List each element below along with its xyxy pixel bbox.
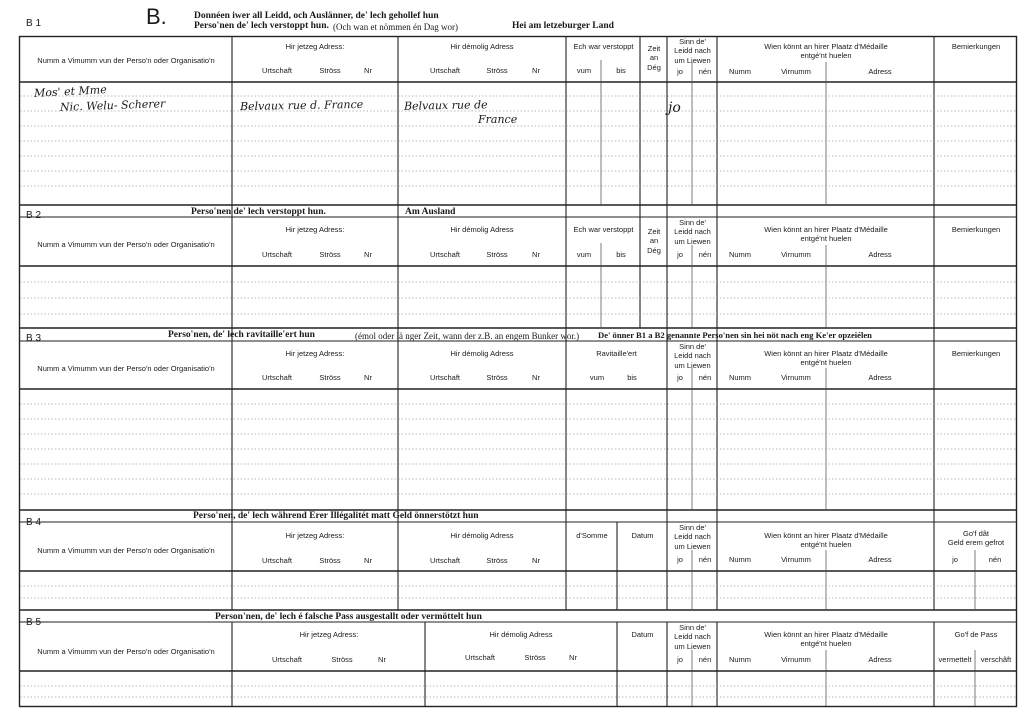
medal-firstname-header: Virnumm bbox=[781, 250, 811, 259]
name-col-header: Numm a Vimumm vun der Perso'n oder Organisatio'n bbox=[37, 546, 215, 555]
purpose-line3: um Liewen bbox=[674, 236, 711, 246]
purpose-line3: um Liewen bbox=[674, 541, 711, 551]
date-header: Datum bbox=[631, 531, 654, 540]
street-header: Ströss bbox=[331, 655, 353, 664]
purpose-line1: Sinn de' bbox=[679, 523, 706, 532]
town-header: Urtschaft bbox=[429, 250, 460, 259]
medal-line2: entgé'nt huelen bbox=[800, 51, 852, 61]
handwritten-current-address: Belvaux rue d. France bbox=[239, 97, 364, 114]
yes-header: jo bbox=[677, 250, 683, 259]
current-address-header: Hir jetzeg Adress: bbox=[285, 42, 345, 51]
to-header: bis bbox=[616, 66, 626, 75]
purpose-line2: Leidd nach bbox=[674, 632, 711, 642]
medal-header bbox=[719, 42, 933, 61]
street-header: Ströss bbox=[486, 250, 508, 259]
town-header: Urtschaft bbox=[261, 250, 292, 259]
remarks-header: Bemierkungen bbox=[951, 225, 1001, 234]
purpose-header bbox=[668, 218, 717, 246]
handwritten-former-address-line1: Belvaux rue de bbox=[403, 98, 488, 113]
town-header: Urtschaft bbox=[261, 66, 292, 75]
to-header: bis bbox=[616, 250, 626, 259]
hidden-header: Ech war verstoppt bbox=[573, 225, 634, 234]
purpose-line2: Leidd nach bbox=[674, 227, 711, 237]
purpose-header bbox=[668, 523, 717, 551]
purpose-line1: Sinn de' bbox=[679, 37, 706, 46]
handwritten-name-line2: Nic. Welu- Scherer bbox=[59, 97, 166, 114]
medal-firstname-header: Virnumm bbox=[781, 67, 811, 76]
amount-header: d'Somme bbox=[576, 531, 608, 540]
section-id: B 1 bbox=[26, 18, 42, 29]
purpose-line2: Leidd nach bbox=[674, 46, 711, 56]
purpose-header bbox=[668, 623, 717, 651]
town-header: Urtschaft bbox=[261, 556, 292, 565]
section-id: B 4 bbox=[26, 517, 42, 528]
section-title-line2: Perso'nen de' lech verstoppt hun. bbox=[194, 21, 329, 31]
nr-header: Nr bbox=[532, 556, 540, 565]
medal-line1: Wien könnt an hirer Plaatz d'Médaille bbox=[764, 225, 888, 234]
nr-header: Nr bbox=[378, 655, 386, 664]
handwritten-yes-mark: jo bbox=[668, 100, 681, 116]
nr-header: Nr bbox=[532, 66, 540, 75]
medal-address-header: Adress bbox=[868, 373, 892, 382]
medal-firstname-header: Virnumm bbox=[781, 373, 811, 382]
current-address-header: Hir jetzeg Adress: bbox=[285, 225, 345, 234]
purpose-line1: Sinn de' bbox=[679, 218, 706, 227]
medal-line2: entgé'nt huelen bbox=[800, 540, 852, 550]
section-id: B 2 bbox=[26, 210, 42, 221]
time-days-header bbox=[641, 44, 667, 72]
medal-name-header: Numm bbox=[728, 555, 752, 564]
form-letter: B. bbox=[146, 4, 167, 29]
medal-address-header: Adress bbox=[868, 250, 892, 259]
section-id: B 3 bbox=[26, 333, 42, 344]
former-address-header: Hir démolig Adress bbox=[489, 630, 553, 639]
section-title-line1: Donnéen iwer all Leidd, och Auslänner, de' lech gehollef hun bbox=[194, 11, 439, 21]
current-address-header: Hir jetzeg Adress: bbox=[285, 349, 345, 358]
name-col-header: Numm a Vimumm vun der Perso'n oder Organisatio'n bbox=[37, 56, 215, 65]
yes-header: jo bbox=[677, 67, 683, 76]
street-header: Ströss bbox=[524, 653, 546, 662]
remarks-header: Bemierkungen bbox=[951, 349, 1001, 358]
name-col-header: Numm a Vimumm vun der Perso'n oder Organisatio'n bbox=[37, 240, 215, 249]
town-header: Urtschaft bbox=[429, 66, 460, 75]
medal-name-header: Numm bbox=[728, 250, 752, 259]
time-days-line1: Zeit bbox=[647, 227, 661, 236]
section-title: Perso'nen, de' lech während Erer Illégalitét matt Geld önnerstötzt hun bbox=[193, 511, 479, 521]
medal-header bbox=[719, 531, 933, 550]
town-header: Urtschaft bbox=[429, 556, 460, 565]
name-col-header: Numm a Vimumm vun der Perso'n oder Organisatio'n bbox=[37, 364, 215, 373]
medal-line1: Wien könnt an hirer Plaatz d'Médaille bbox=[764, 531, 888, 540]
time-days-line2: an bbox=[649, 236, 659, 246]
no-header: nén bbox=[698, 67, 712, 76]
former-address-header: Hir démolig Adress bbox=[450, 225, 514, 234]
handwritten-former-address-line2: France bbox=[478, 113, 518, 126]
yes-header: jo bbox=[677, 373, 683, 382]
medal-header bbox=[719, 225, 933, 244]
purpose-header bbox=[668, 342, 717, 370]
medal-line1: Wien könnt an hirer Plaatz d'Médaille bbox=[764, 42, 888, 51]
nr-header: Nr bbox=[532, 250, 540, 259]
medal-line1: Wien könnt an hirer Plaatz d'Médaille bbox=[764, 349, 888, 358]
medal-name-header: Numm bbox=[728, 373, 752, 382]
medal-address-header: Adress bbox=[868, 655, 892, 664]
money-returned-header bbox=[936, 529, 1016, 548]
money-returned-line1: Go'f dât bbox=[962, 529, 990, 538]
purpose-line3: um Liewen bbox=[674, 55, 711, 65]
section-title-place: Am Ausland bbox=[405, 207, 456, 217]
no-header: nén bbox=[988, 555, 1002, 564]
medal-address-header: Adress bbox=[868, 67, 892, 76]
nr-header: Nr bbox=[532, 373, 540, 382]
yes-header: jo bbox=[677, 555, 683, 564]
medal-line1: Wien könnt an hirer Plaatz d'Médaille bbox=[764, 630, 888, 639]
current-address-header: Hir jetzeg Adress: bbox=[285, 531, 345, 540]
time-days-header bbox=[641, 227, 667, 255]
purpose-line1: Sinn de' bbox=[679, 623, 706, 632]
medal-firstname-header: Virnumm bbox=[781, 655, 811, 664]
time-days-line3: Dég bbox=[647, 245, 661, 255]
town-header: Urtschaft bbox=[429, 373, 460, 382]
money-returned-line2: Geld erem gefrot bbox=[947, 538, 1005, 548]
street-header: Ströss bbox=[486, 66, 508, 75]
section-title-note: (Och wan et nömmen én Dag wor) bbox=[333, 22, 458, 32]
nr-header: Nr bbox=[364, 66, 372, 75]
street-header: Ströss bbox=[486, 556, 508, 565]
to-header: bis bbox=[627, 373, 637, 382]
no-header: nén bbox=[698, 555, 712, 564]
nr-header: Nr bbox=[364, 556, 372, 565]
nr-header: Nr bbox=[569, 653, 577, 662]
no-header: nén bbox=[698, 655, 712, 664]
medal-name-header: Numm bbox=[728, 655, 752, 664]
hidden-header: Ech war verstoppt bbox=[573, 42, 634, 51]
purpose-line3: um Liewen bbox=[674, 641, 711, 651]
street-header: Ströss bbox=[319, 250, 341, 259]
purpose-line2: Leidd nach bbox=[674, 532, 711, 542]
section-title-note2: De' önner B1 a B2 genannte Perso'nen sin hei nöt nach eng Ke'er opzeiélen bbox=[598, 330, 872, 340]
section-title: Person'nen, de' lech é falsche Pass ausgestallt oder vermöttelt hun bbox=[215, 612, 482, 622]
medal-header bbox=[719, 349, 933, 368]
time-days-line3: Dég bbox=[647, 62, 661, 72]
town-header: Urtschaft bbox=[271, 655, 302, 664]
yes-header: jo bbox=[677, 655, 683, 664]
purpose-line1: Sinn de' bbox=[679, 342, 706, 351]
section-title: Perso'nen, de' lech ravitaille'ert hun bbox=[168, 330, 315, 340]
current-address-header: Hir jetzeg Adress: bbox=[299, 630, 359, 639]
street-header: Ströss bbox=[319, 373, 341, 382]
street-header: Ströss bbox=[319, 66, 341, 75]
section-title-note: (émol oder lä nger Zeit, wann der z.B. an engem Bunker wor.) bbox=[355, 331, 580, 341]
section-title: Perso'nen de' lech verstoppt hun. bbox=[191, 207, 326, 217]
date-header: Datum bbox=[631, 630, 654, 639]
town-header: Urtschaft bbox=[261, 373, 292, 382]
street-header: Ströss bbox=[319, 556, 341, 565]
medal-firstname-header: Virnumm bbox=[781, 555, 811, 564]
medal-line2: entgé'nt huelen bbox=[800, 234, 852, 244]
former-address-header: Hir démolig Adress bbox=[450, 349, 514, 358]
nr-header: Nr bbox=[364, 373, 372, 382]
name-col-header: Numm a Vimumm vun der Perso'n oder Organisatio'n bbox=[37, 647, 215, 656]
medal-line2: entgé'nt huelen bbox=[800, 358, 852, 368]
no-header: nén bbox=[698, 250, 712, 259]
ravitailleert-header: Ravitaille'ert bbox=[596, 349, 637, 358]
remarks-header: Bemierkungen bbox=[951, 42, 1001, 51]
from-header: vum bbox=[576, 250, 592, 259]
purpose-line2: Leidd nach bbox=[674, 351, 711, 361]
yes-header: jo bbox=[952, 555, 958, 564]
nr-header: Nr bbox=[364, 250, 372, 259]
street-header: Ströss bbox=[486, 373, 508, 382]
town-header: Urtschaft bbox=[464, 653, 495, 662]
purpose-header bbox=[668, 37, 717, 65]
from-header: vum bbox=[589, 373, 605, 382]
former-address-header: Hir démolig Adress bbox=[450, 42, 514, 51]
no-header: nén bbox=[698, 373, 712, 382]
medal-header bbox=[719, 630, 933, 649]
former-address-header: Hir démolig Adress bbox=[450, 531, 514, 540]
handwritten-name-line1: Mos' et Mme bbox=[33, 83, 107, 100]
pass-given-header: Go'f de Pass bbox=[954, 630, 998, 639]
pass-issued-header: vermettelt bbox=[938, 655, 972, 664]
from-header: vum bbox=[576, 66, 592, 75]
section-id: B 5 bbox=[26, 617, 42, 628]
medal-line2: entgé'nt huelen bbox=[800, 639, 852, 649]
time-days-line1: Zeit bbox=[647, 44, 661, 53]
medal-name-header: Numm bbox=[728, 67, 752, 76]
purpose-line3: um Liewen bbox=[674, 360, 711, 370]
medal-address-header: Adress bbox=[868, 555, 892, 564]
time-days-line2: an bbox=[649, 53, 659, 63]
pass-lent-header: verschâft bbox=[980, 655, 1012, 664]
section-title-place: Hei am letzeburger Land bbox=[512, 21, 614, 31]
